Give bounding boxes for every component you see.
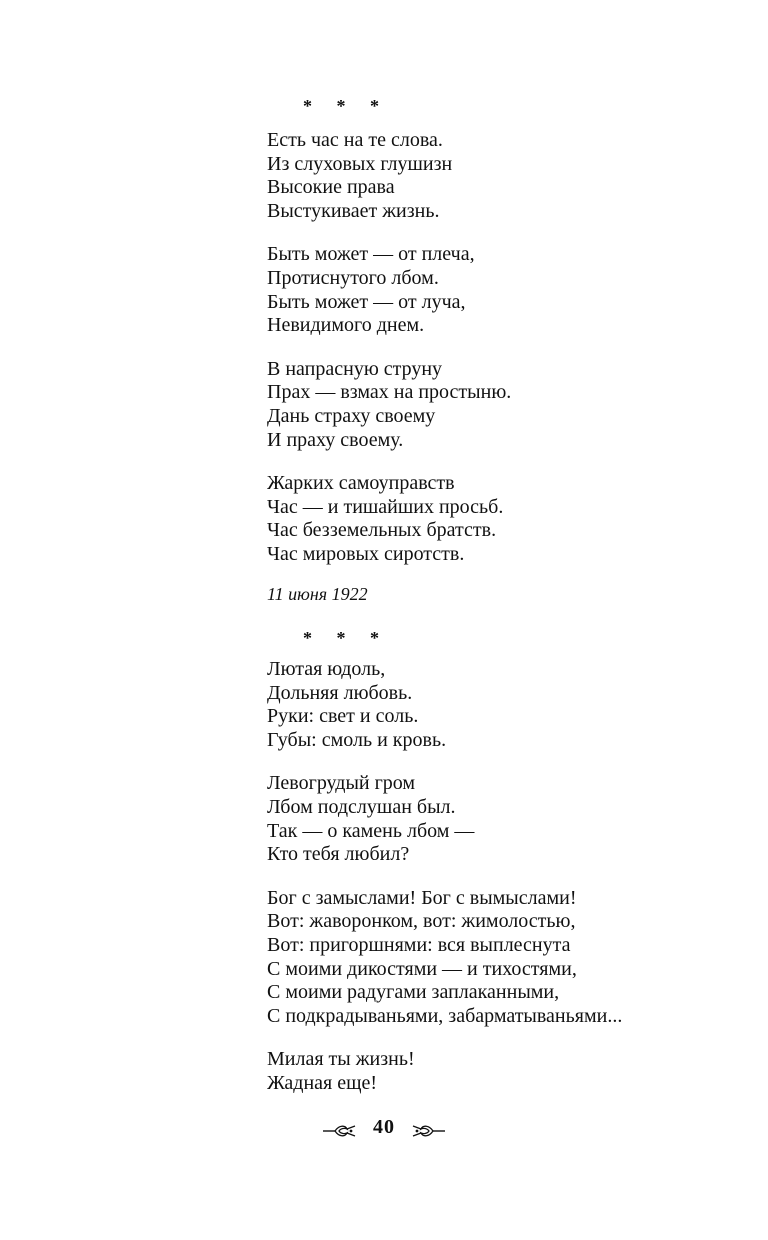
verse-line: Лбом подслушан был. [267, 795, 456, 818]
poem-2 [267, 628, 707, 1096]
poem-2-asterism: * * * [303, 628, 389, 648]
verse-line: Из слуховых глушизн [267, 152, 453, 175]
verse-line: Невидимого днем. [267, 314, 425, 337]
verse-line: Жадная еще! [267, 1071, 378, 1094]
poem-1-stanza-4 [267, 472, 707, 566]
verse-line: Выстукивает жизнь. [267, 199, 440, 222]
poem-1-date: 11 июня 1922 [267, 583, 368, 604]
stanza-gap [267, 452, 707, 472]
verse-line: Час мировых сиротств. [267, 542, 465, 565]
verse-line: Высокие права [267, 176, 395, 199]
verse-line: Быть может — от луча, [267, 290, 466, 313]
verse-line: В напрасную струну [267, 357, 443, 380]
verse-line: Левогрудый гром [267, 772, 416, 795]
verse-line: Вот: жаворонком, вот: жимолостью, [267, 910, 576, 933]
verse-line: Жарких самоуправств [267, 472, 455, 495]
verse-line: Руки: свет и соль. [267, 705, 419, 728]
stanza-gap [267, 338, 707, 358]
fleuron-right-icon [411, 1119, 447, 1135]
poem-1 [267, 96, 707, 605]
poem-1-stanza-2 [267, 243, 707, 337]
verse-line: Кто тебя любил? [267, 843, 410, 866]
poem-2-stanza-4 [267, 1048, 707, 1095]
poem-1-stanza-3 [267, 358, 707, 452]
page-footer [0, 1112, 768, 1141]
stanza-gap [267, 867, 707, 887]
stanza-gap [267, 1028, 707, 1048]
verse-line: С моими дикостями — и тихостями, [267, 957, 577, 980]
verse-line: Так — о камень лбом — [267, 819, 475, 842]
poem-2-stanza-1 [267, 658, 707, 752]
verse-line: Бог с замыслами! Бог с вымыслами! [267, 886, 577, 909]
verse-line: Час безземельных братств. [267, 519, 497, 542]
verse-line: С моими радугами заплаканными, [267, 981, 560, 1004]
poem-1-stanza-1 [267, 129, 707, 223]
verse-line: Дольняя любовь. [267, 681, 413, 704]
verse-line: И праху своему. [267, 428, 404, 451]
stanza-gap [267, 752, 707, 772]
poem-1-asterism: * * * [303, 96, 389, 116]
fleuron-left-icon [321, 1119, 357, 1135]
verse-line: С подкрадываньями, забарматываньями... [267, 1004, 623, 1027]
page-number: 40 [373, 1116, 395, 1139]
verse-line: Дань страху своему [267, 404, 436, 427]
poem-2-stanza-3 [267, 887, 707, 1029]
poem-2-stanza-2 [267, 772, 707, 866]
verse-line: Есть час на те слова. [267, 129, 443, 151]
verse-line: Прах — взмах на простыню. [267, 381, 512, 404]
verse-line: Протиснутого лбом. [267, 266, 439, 289]
verse-line: Милая ты жизнь! [267, 1048, 415, 1071]
verse-line: Вот: пригоршнями: вся выплеснута [267, 933, 571, 956]
stanza-gap [267, 223, 707, 243]
verse-line: Лютая юдоль, [267, 658, 386, 680]
verse-line: Быть может — от плеча, [267, 243, 475, 266]
verse-line: Губы: смоль и кровь. [267, 728, 447, 751]
verse-line: Час — и тишайших просьб. [267, 495, 504, 518]
